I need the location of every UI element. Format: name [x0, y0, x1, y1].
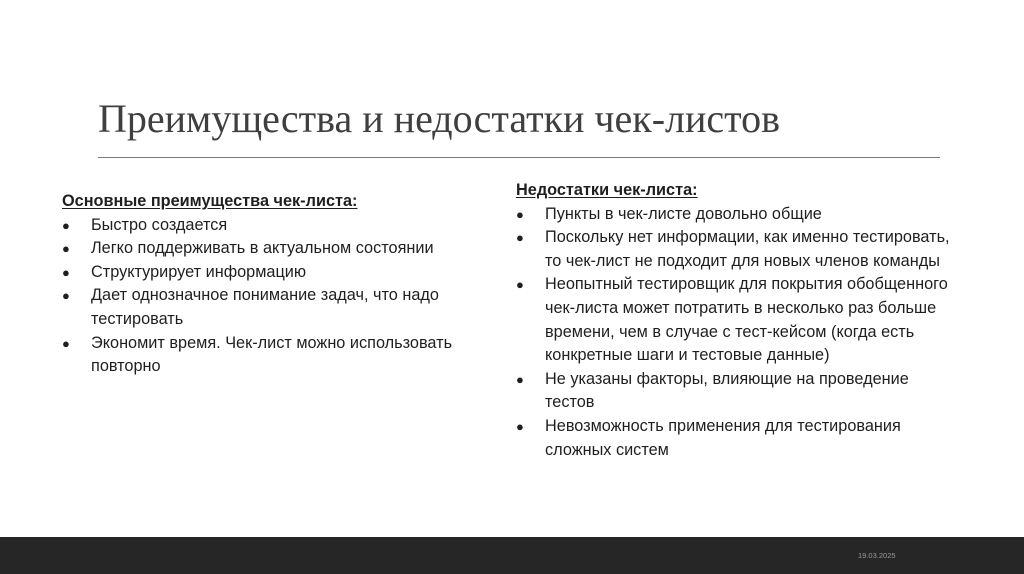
advantages-list [62, 214, 502, 379]
footer-bar [0, 537, 1024, 574]
footer-date: 19.03.2025 [858, 551, 896, 560]
bullet-icon: ● [516, 371, 524, 387]
disadvantages-heading: Недостатки чек-листа: [516, 181, 698, 199]
list-item [62, 332, 502, 379]
bullet-icon: ● [62, 335, 70, 351]
list-item [516, 415, 956, 462]
bullet-icon: ● [62, 288, 70, 304]
list-item-text: Невозможность применения для тестирования сложных систем [545, 416, 901, 459]
list-item-text: Легко поддерживать в актуальном состоянии [91, 239, 434, 258]
list-item-text: Поскольку нет информации, как именно тестировать, то чек-лист не подходит для новых членов команды [545, 228, 950, 270]
list-item [516, 273, 956, 367]
list-item-text: Быстро создается [91, 215, 228, 234]
list-item [62, 214, 502, 238]
list-item [516, 226, 956, 273]
list-item [62, 237, 502, 261]
disadvantages-list [516, 203, 956, 463]
bullet-icon: ● [62, 241, 70, 257]
list-item [516, 368, 956, 415]
bullet-icon: ● [62, 217, 70, 233]
bullet-icon: ● [516, 277, 524, 293]
advantages-heading: Основные преимущества чек-листа: [62, 192, 358, 210]
list-item-text: Дает однозначное понимание задач, что надо тестировать [91, 286, 439, 328]
list-item [516, 203, 956, 227]
bullet-icon: ● [516, 230, 524, 246]
list-item-text: Не указаны факторы, влияющие на проведение тестов [545, 369, 909, 412]
list-item [62, 261, 502, 285]
title-divider [98, 157, 940, 158]
bullet-icon: ● [516, 206, 524, 222]
slide-title: Преимущества и недостатки чек-листов [98, 96, 780, 141]
list-item-text: Экономит время. Чек-лист можно использовать повторно [91, 333, 453, 376]
disadvantages-column [516, 179, 956, 462]
list-item-text: Неопытный тестировщик для покрытия обобщенного чек-листа может потратить в несколько раз больше времени, чем в случае с тест-кейсом (когда есть конкретные шаги и тестовые данные) [545, 275, 948, 365]
list-item-text: Структурирует информацию [91, 262, 307, 281]
bullet-icon: ● [62, 264, 70, 280]
list-item-text: Пункты в чек-листе довольно общие [545, 204, 822, 223]
advantages-column [62, 190, 502, 379]
bullet-icon: ● [516, 418, 524, 434]
list-item [62, 284, 502, 331]
